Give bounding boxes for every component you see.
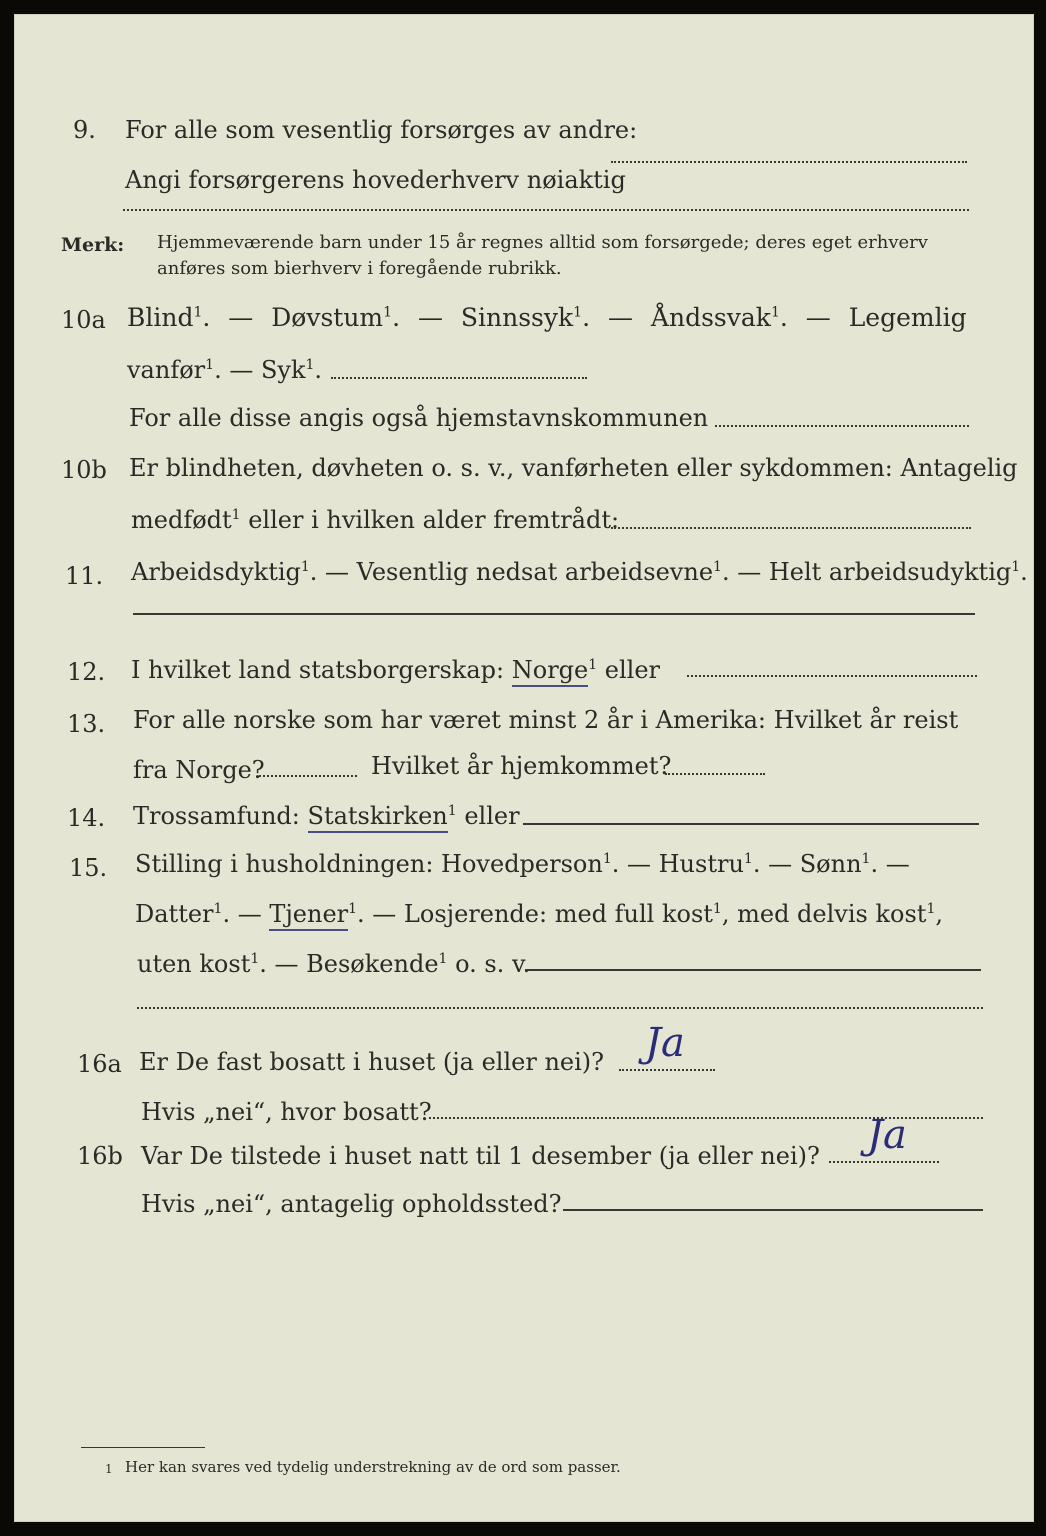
- q10a-number: 10a: [61, 306, 106, 334]
- norge-underlined: Norge: [512, 656, 589, 687]
- q16a-line2: Hvis „nei“, hvor bosatt?: [141, 1098, 432, 1126]
- q13-number: 13.: [67, 710, 106, 738]
- q10b-number: 10b: [61, 456, 107, 484]
- q13-line2b: Hvilket år hjemkommet?: [371, 752, 672, 780]
- q10b-answer-line[interactable]: [611, 527, 971, 529]
- q10a-line2: vanfør$^1$. — Syk$^1$.: [127, 356, 323, 384]
- q15-answer-line[interactable]: [525, 969, 981, 971]
- q15-line3: uten kost$^1$. — Besøkende$^1$ o. s. v.: [137, 950, 531, 978]
- q10a-line3: For alle disse angis også hjemstavnskommunen: [129, 404, 709, 432]
- footnote-separator: [81, 1447, 205, 1448]
- q15-number: 15.: [69, 854, 108, 882]
- statskirken-underlined: Statskirken: [308, 802, 448, 833]
- merk-line1: Hjemmeværende barn under 15 år regnes alltid som forsørgede; deres eget erhverv: [157, 232, 928, 253]
- q12-line1: I hvilket land statsborgerskap: Norge$^1$ eller: [131, 655, 660, 685]
- q16b-answer-line[interactable]: [829, 1161, 939, 1163]
- merk-label: Merk:: [61, 234, 125, 256]
- merk-line2: anføres som bierhverv i foregående rubrikk.: [157, 258, 562, 279]
- q9-number: 9.: [73, 116, 96, 144]
- q16b-handwritten-answer: Ja: [867, 1112, 907, 1158]
- q16b-line1: Var De tilstede i huset natt til 1 desember (ja eller nei)?: [141, 1142, 820, 1170]
- q15-line1: Stilling i husholdningen: Hovedperson$^1$. — Hustru$^1$. — Sønn$^1$. —: [135, 850, 910, 878]
- q9-answer-line[interactable]: [611, 161, 967, 163]
- footnote-mark: 1: [105, 1462, 113, 1476]
- q13-hjemkommet-answer-line[interactable]: [665, 773, 765, 775]
- q16b-number: 16b: [77, 1142, 123, 1170]
- q10b-line1: Er blindheten, døvheten o. s. v., vanførheten eller sykdommen: Antagelig: [129, 454, 1018, 482]
- q16a-answer-line[interactable]: [619, 1069, 715, 1071]
- q12-answer-line[interactable]: [687, 675, 977, 677]
- q10a-syk-answer-line[interactable]: [331, 377, 587, 379]
- q16b-line2: Hvis „nei“, antagelig opholdssted?: [141, 1190, 562, 1218]
- q16a-line1: Er De fast bosatt i huset (ja eller nei)?: [139, 1048, 605, 1076]
- q15-line2: Datter$^1$. — Tjener$^1$. — Losjerende: med full kost$^1$, med delvis kost$^1$,: [135, 899, 943, 929]
- q9-text-line1: For alle som vesentlig forsørges av andre:: [125, 116, 638, 144]
- q11-number: 11.: [65, 562, 104, 590]
- q14-number: 14.: [67, 804, 106, 832]
- q10b-line2: medfødt$^1$ eller i hvilken alder fremtrådt:: [131, 506, 620, 534]
- q14-line1: Trossamfund: Statskirken$^1$ eller: [133, 801, 520, 831]
- q16a-handwritten-answer: Ja: [645, 1020, 685, 1066]
- q16b-opholdssted-answer-line[interactable]: [563, 1209, 983, 1211]
- q11-line1: Arbeidsdyktig$^1$. — Vesentlig nedsat arbeidsevne$^1$. — Helt arbeidsudyktig$^1$.: [131, 558, 1028, 586]
- q9-answer-line-2[interactable]: [123, 209, 969, 211]
- q10a-hjemstavn-answer-line[interactable]: [715, 425, 969, 427]
- q12-number: 12.: [67, 658, 106, 686]
- tjener-underlined: Tjener: [269, 900, 348, 931]
- q16a-number: 16a: [77, 1050, 122, 1078]
- footnote-text: Her kan svares ved tydelig understrekning av de ord som passer.: [125, 1458, 621, 1476]
- q15-answer-line-2[interactable]: [137, 1007, 983, 1009]
- q13-line1: For alle norske som har været minst 2 år i Amerika: Hvilket år reist: [133, 706, 959, 734]
- q9-text-line2: Angi forsørgerens hovederhverv nøiaktig: [125, 166, 626, 194]
- q13-line2a: fra Norge?: [133, 756, 265, 784]
- q13-reist-answer-line[interactable]: [259, 775, 357, 777]
- q11-answer-line[interactable]: [133, 613, 975, 615]
- q14-answer-line[interactable]: [523, 823, 979, 825]
- q10a-line1: Blind$^1$. — Døvstum$^1$. — Sinnssyk$^1$. — Åndssvak$^1$. — Legemlig: [127, 303, 967, 332]
- census-form-page: [14, 14, 1034, 1522]
